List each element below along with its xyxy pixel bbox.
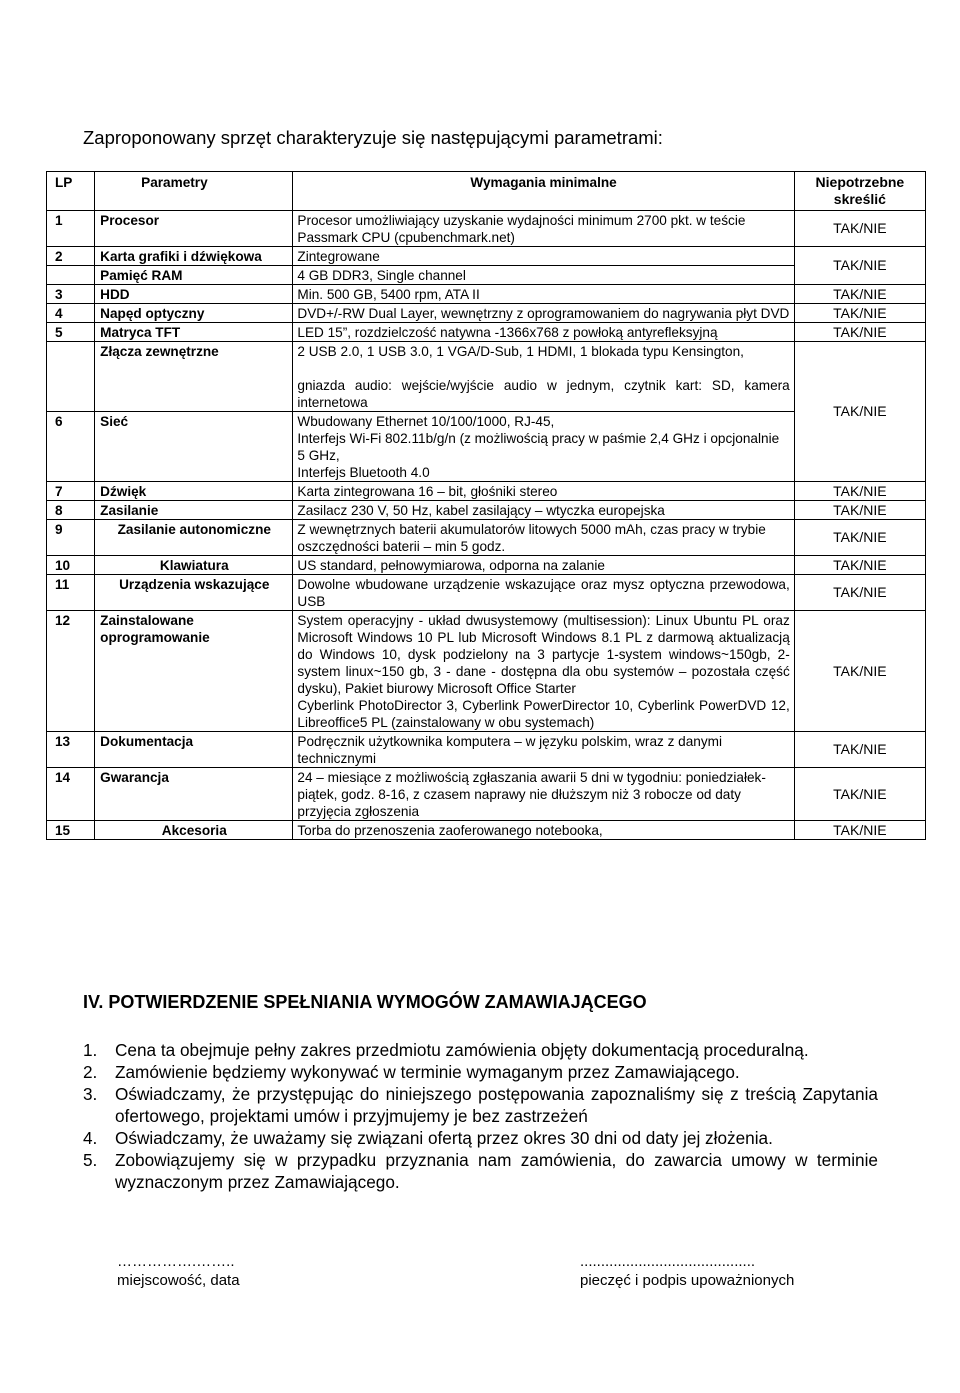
table-row	[47, 211, 926, 247]
requirement-line: gniazda audio: wejście/wyjście audio w jednym, czytnik kart: SD, kamera internetowa	[297, 378, 790, 410]
row-lp: 12	[47, 611, 95, 732]
declaration-number: 4.	[83, 1128, 98, 1148]
row-tak-nie[interactable]: TAK/NIE	[794, 821, 925, 840]
declaration-item	[83, 1039, 878, 1061]
table-row	[47, 611, 926, 732]
table-row	[47, 323, 926, 342]
requirement-line: Zasilacz 230 V, 50 Hz, kabel zasilający – wtyczka europejska	[297, 503, 665, 518]
row-param: Gwarancja	[95, 768, 293, 821]
table-row	[47, 342, 926, 412]
header-lp: LP	[47, 172, 95, 211]
row-tak-nie[interactable]: TAK/NIE	[794, 304, 925, 323]
declaration-item	[83, 1083, 878, 1127]
requirement-line: US standard, pełnowymiarowa, odporna na zalanie	[297, 558, 605, 573]
requirement-line: Interfejs Wi-Fi 802.11b/g/n (z możliwością pracy w paśmie 2,4 GHz i opcjonalnie 5 GHz,	[297, 431, 780, 463]
requirement-line: LED 15”, rozdzielczość natywna -1366x768 z powłoką antyrefleksyjną	[297, 325, 718, 340]
row-tak-nie[interactable]: TAK/NIE	[794, 611, 925, 732]
requirement-line: Torba do przenoszenia zaoferowanego notebooka,	[297, 823, 603, 838]
header-tak: Niepotrzebne skreślić	[794, 172, 925, 211]
row-requirement	[293, 266, 794, 285]
requirement-line: Procesor umożliwiający uzyskanie wydajności minimum 2700 pkt. w teście Passmark CPU (cpubenchmark.net)	[297, 213, 746, 245]
row-param: Matryca TFT	[95, 323, 293, 342]
intro-text: Zaproponowany sprzęt charakteryzuje się następującymi parametrami:	[83, 127, 663, 148]
row-lp: 7	[47, 482, 95, 501]
row-param: Urządzenia wskazujące	[95, 575, 293, 611]
row-param: Zasilanie autonomiczne	[95, 520, 293, 556]
declaration-text: Oświadczamy, że przystępując do niniejszego postępowania zapoznaliśmy się z treścią Zapytania ofertowego, projektami umów i przyjmujemy je bez zastrzeżeń	[115, 1084, 878, 1126]
row-tak-nie[interactable]: TAK/NIE	[794, 575, 925, 611]
table-header-row	[47, 172, 926, 211]
row-requirement	[293, 342, 794, 412]
spec-table	[46, 171, 926, 840]
declaration-text: Zobowiązujemy się w przypadku przyznania nam zamówienia, do zawarcia umowy w terminie wyznaczonym przez Zamawiającego.	[115, 1150, 878, 1192]
table-row	[47, 821, 926, 840]
row-param: Zainstalowane oprogramowanie	[95, 611, 293, 732]
requirement-line: Dowolne wbudowane urządzenie wskazujące oraz mysz optyczna przewodowa, USB	[297, 577, 790, 609]
row-lp: 1	[47, 211, 95, 247]
table-row	[47, 304, 926, 323]
row-requirement	[293, 556, 794, 575]
row-tak-nie[interactable]: TAK/NIE	[794, 285, 925, 304]
row-param: Karta grafiki i dźwiękowa	[95, 247, 293, 266]
signature-right	[580, 1252, 794, 1290]
row-param: HDD	[95, 285, 293, 304]
declaration-list	[83, 1039, 878, 1193]
signature-left	[117, 1252, 240, 1290]
row-lp: 15	[47, 821, 95, 840]
declaration-number: 3.	[83, 1084, 98, 1104]
row-param: Klawiatura	[95, 556, 293, 575]
row-param: Pamięć RAM	[95, 266, 293, 285]
requirement-line: System operacyjny - układ dwusystemowy (multisession): Linux Ubuntu PL oraz Microsoft Windows 10 PL lub Microsoft Windows 8.1 PL z darmową aktualizacją do Windows 10, dysk podzielony na 3 partycje 1-system windows~150gb, 2-system linux~150 gb, 3 - dane - dostępna dla obu systemów – pozostała część dysku), Pakiet biurowy Microsoft Office Starter	[297, 613, 790, 696]
row-tak-nie[interactable]: TAK/NIE	[794, 342, 925, 482]
declaration-item	[83, 1127, 878, 1149]
table-row	[47, 556, 926, 575]
row-requirement	[293, 247, 794, 266]
declaration-item	[83, 1149, 878, 1193]
row-lp	[47, 266, 95, 285]
row-param: Zasilanie	[95, 501, 293, 520]
row-tak-nie[interactable]: TAK/NIE	[794, 211, 925, 247]
requirement-line: Interfejs Bluetooth 4.0	[297, 465, 430, 480]
row-param: Napęd optyczny	[95, 304, 293, 323]
row-requirement	[293, 575, 794, 611]
signature-left-dots: …………….……..	[117, 1253, 235, 1270]
row-lp: 5	[47, 323, 95, 342]
row-requirement	[293, 304, 794, 323]
requirement-line: DVD+/-RW Dual Layer, wewnętrzny z oprogramowaniem do nagrywania płyt DVD	[297, 306, 790, 321]
declaration-number: 1.	[83, 1040, 98, 1060]
requirement-line: Zintegrowane	[297, 249, 380, 264]
row-lp: 4	[47, 304, 95, 323]
requirement-line: Z wewnętrznych baterii akumulatorów litowych 5000 mAh, czas pracy w trybie oszczędności baterii – min 5 godz.	[297, 522, 766, 554]
row-tak-nie[interactable]: TAK/NIE	[794, 501, 925, 520]
table-row	[47, 247, 926, 266]
row-tak-nie[interactable]: TAK/NIE	[794, 732, 925, 768]
signature-right-label: pieczęć i podpis upoważnionych	[580, 1272, 795, 1289]
row-tak-nie[interactable]: TAK/NIE	[794, 323, 925, 342]
row-tak-nie[interactable]: TAK/NIE	[794, 482, 925, 501]
header-param: Parametry	[95, 172, 293, 211]
table-row	[47, 285, 926, 304]
requirement-line: Cyberlink PhotoDirector 3, Cyberlink PowerDirector 10, Cyberlink PowerDVD 12, Libreoffice5 PL (zainstalowany w obu systemach)	[297, 698, 790, 730]
row-requirement	[293, 501, 794, 520]
table-row	[47, 412, 926, 482]
row-requirement	[293, 412, 794, 482]
declaration-item	[83, 1061, 878, 1083]
row-tak-nie[interactable]: TAK/NIE	[794, 768, 925, 821]
declaration-number: 5.	[83, 1150, 98, 1170]
header-req: Wymagania minimalne	[293, 172, 794, 211]
row-lp: 11	[47, 575, 95, 611]
declaration-text: Oświadczamy, że uważamy się związani ofertą przez okres 30 dni od daty jej złożenia.	[115, 1128, 773, 1148]
declaration-text: Cena ta obejmuje pełny zakres przedmiotu zamówienia objęty dokumentacją proceduralną.	[115, 1040, 809, 1060]
signature-left-label: miejscowość, data	[117, 1272, 240, 1289]
row-requirement	[293, 768, 794, 821]
row-tak-nie[interactable]: TAK/NIE	[794, 556, 925, 575]
table-row	[47, 520, 926, 556]
row-lp: 10	[47, 556, 95, 575]
row-requirement	[293, 482, 794, 501]
row-param: Dokumentacja	[95, 732, 293, 768]
row-tak-nie[interactable]: TAK/NIE	[794, 520, 925, 556]
row-requirement	[293, 821, 794, 840]
row-tak-nie[interactable]: TAK/NIE	[794, 247, 925, 285]
row-requirement	[293, 611, 794, 732]
row-lp: 13	[47, 732, 95, 768]
row-lp: 14	[47, 768, 95, 821]
requirement-line: Karta zintegrowana 16 – bit, głośniki stereo	[297, 484, 558, 499]
row-lp: 2	[47, 247, 95, 266]
table-row	[47, 266, 926, 285]
declaration-text: Zamówienie będziemy wykonywać w terminie wymaganym przez Zamawiającego.	[115, 1062, 740, 1082]
row-param: Sieć	[95, 412, 293, 482]
row-lp	[47, 342, 95, 412]
row-param: Dźwięk	[95, 482, 293, 501]
requirement-line: 24 – miesiące z możliwością zgłaszania awarii 5 dni w tygodniu: poniedziałek-piątek, godz. 8-16, z czasem naprawy nie dłuższym niż 3 robocze od daty przyjęcia zgłoszenia	[297, 770, 766, 819]
requirement-line: 4 GB DDR3, Single channel	[297, 268, 466, 283]
table-row	[47, 501, 926, 520]
row-lp: 8	[47, 501, 95, 520]
section-title: IV. POTWIERDZENIE SPEŁNIANIA WYMOGÓW ZAMAWIAJĄCEGO	[83, 992, 647, 1012]
requirement-line: Wbudowany Ethernet 10/100/1000, RJ-45,	[297, 414, 555, 429]
row-requirement	[293, 732, 794, 768]
row-param: Złącza zewnętrzne	[95, 342, 293, 412]
row-lp: 6	[47, 412, 95, 482]
declaration-number: 2.	[83, 1062, 98, 1082]
table-row	[47, 768, 926, 821]
table-row	[47, 482, 926, 501]
requirement-line: Podręcznik użytkownika komputera – w języku polskim, wraz z danymi technicznymi	[297, 734, 722, 766]
requirement-line: 2 USB 2.0, 1 USB 3.0, 1 VGA/D-Sub, 1 HDMI, 1 blokada typu Kensington,	[297, 344, 744, 359]
table-row	[47, 575, 926, 611]
row-requirement	[293, 211, 794, 247]
row-param: Procesor	[95, 211, 293, 247]
table-row	[47, 732, 926, 768]
row-requirement	[293, 520, 794, 556]
row-requirement	[293, 323, 794, 342]
row-param: Akcesoria	[95, 821, 293, 840]
requirement-line: Min. 500 GB, 5400 rpm, ATA II	[297, 287, 480, 302]
row-lp: 9	[47, 520, 95, 556]
row-lp: 3	[47, 285, 95, 304]
row-requirement	[293, 285, 794, 304]
signature-right-dots: ..........................................	[580, 1253, 756, 1270]
